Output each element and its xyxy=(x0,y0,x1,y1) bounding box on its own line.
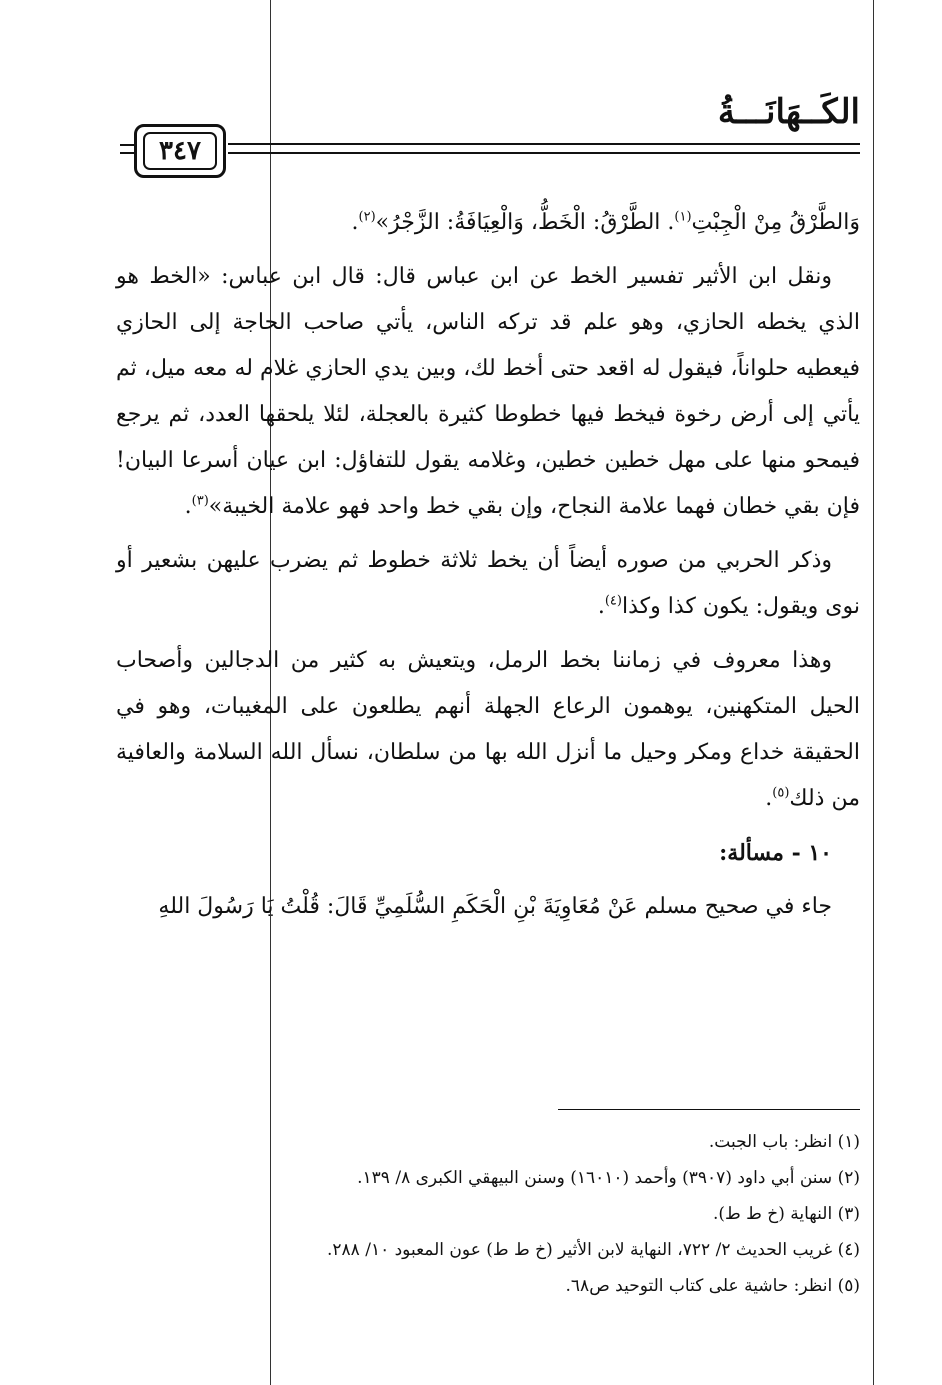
paragraph: وَالطَّرْقُ مِنْ الْجِبْتِ$^{(١)}$. الطَّرْقُ: الْخَطُّ، وَالْعِيَافَةُ: الزَّجْرُ»$^{(٢)}$. xyxy=(351,209,860,235)
footnote: (٤) غريب الحديث ٢/ ٧٢٢، النهاية لابن الأثير (خ ط ط) عون المعبود ١٠/ ٢٨٨. xyxy=(326,1240,860,1260)
body-text xyxy=(116,200,860,938)
paragraph: ونقل ابن الأثير تفسير الخط عن ابن عباس قال: قال ابن عباس: «الخط هو الذي يخطه الحازي، وهو علم قد تركه الناس، يأتي صاحب الحاجة إلى الحازي فيعطيه حلواناً، فيقول له اقعد حتى أخط لك، وبين يدي الحازي غلام له معه ميل، ثم يأتي إلى أرض رخوة فيخط فيها خطوطا كثيرة بالعجلة، لئلا يلحقها العدد، ثم يرجع فيمحو منها على مهل خطين خطين، وغلامه يقول للتفاؤل: ابن عيان أسرعا البيان! فإن بقي خطان فهما علامة النجاح، وإن بقي خط واحد فهو علامة الخيبة»$^{(٣)}$. xyxy=(116,264,860,519)
chapter-title: الكَــهَانَـــةُ xyxy=(717,92,860,132)
footnote: (٢) سنن أبي داود (٣٩٠٧) وأحمد (١٦٠١٠) وسنن البيهقي الكبرى ٨/ ١٣٩. xyxy=(357,1168,860,1188)
footnote-ref: (٥) xyxy=(772,785,790,801)
header-rule xyxy=(228,143,860,145)
paragraph: وذكر الحربي من صوره أيضاً أن يخط ثلاثة خطوط ثم يضرب عليهن بشعير أو نوى ويقول: يكون كذا وكذا$^{(٤)}$. xyxy=(116,548,860,619)
footnote-ref: (٣) xyxy=(191,493,209,509)
footnote-separator xyxy=(558,1109,860,1110)
paragraph: وهذا معروف في زماننا بخط الرمل، ويتعيش به كثير من الدجالين وأصحاب الحيل المتكهنين، يوهمون الرعاع الجهلة أنهم يطلعون على المغيبات، وهو في الحقيقة خداع ومكر وحيل ما أنزل الله بها من سلطان، نسأل الله السلامة والعافية من ذلك$^{(٥)}$. xyxy=(116,648,860,811)
header-rule-end xyxy=(120,144,134,146)
footnote-ref: (١) xyxy=(674,209,692,225)
header-rule-end xyxy=(120,152,134,154)
page-number: ٣٤٧ xyxy=(143,132,217,170)
section-heading: ١٠ - مسألة: xyxy=(719,840,832,866)
footnote: (٣) النهاية (خ ط ط). xyxy=(712,1204,860,1224)
header-rule xyxy=(228,152,860,154)
footnotes xyxy=(150,1124,860,1304)
footnote: (١) انظر: باب الجبت. xyxy=(708,1132,860,1152)
page-number-box xyxy=(134,124,226,178)
footnote-ref: (٤) xyxy=(604,593,622,609)
paragraph: جاء في صحيح مسلم عَنْ مُعَاوِيَةَ بْنِ الْحَكَمِ السُّلَمِيِّ قَالَ: قُلْتُ يَا رَسُولَ اللهِ xyxy=(158,894,832,919)
footnote: (٥) انظر: حاشية على كتاب التوحيد ص٦٨. xyxy=(565,1276,860,1296)
footnote-ref: (٢) xyxy=(358,209,376,225)
page-edge-line xyxy=(873,0,874,1385)
